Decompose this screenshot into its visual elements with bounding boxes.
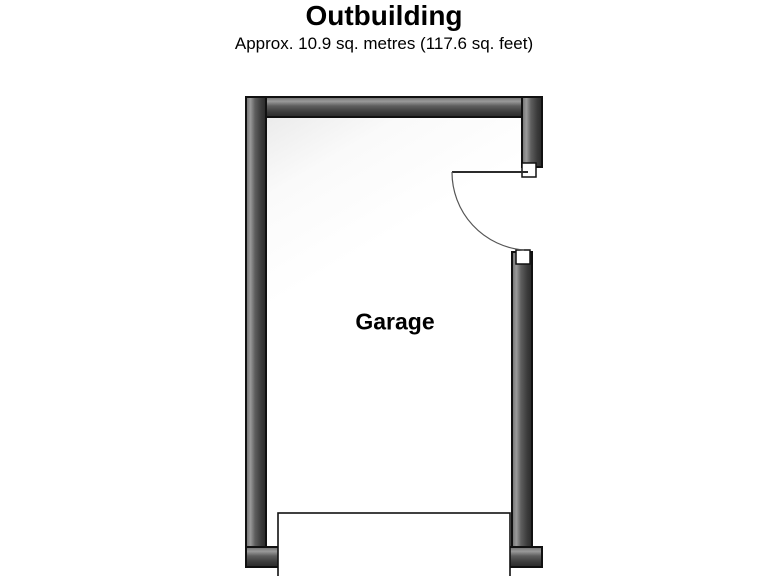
garage-floor — [258, 110, 530, 566]
page-subtitle-area: Approx. 10.9 sq. metres (117.6 sq. feet) — [234, 34, 534, 53]
garage-main-opening[interactable] — [278, 513, 510, 576]
page-title: Outbuilding — [305, 0, 463, 31]
room-label-garage: Garage — [355, 308, 435, 335]
